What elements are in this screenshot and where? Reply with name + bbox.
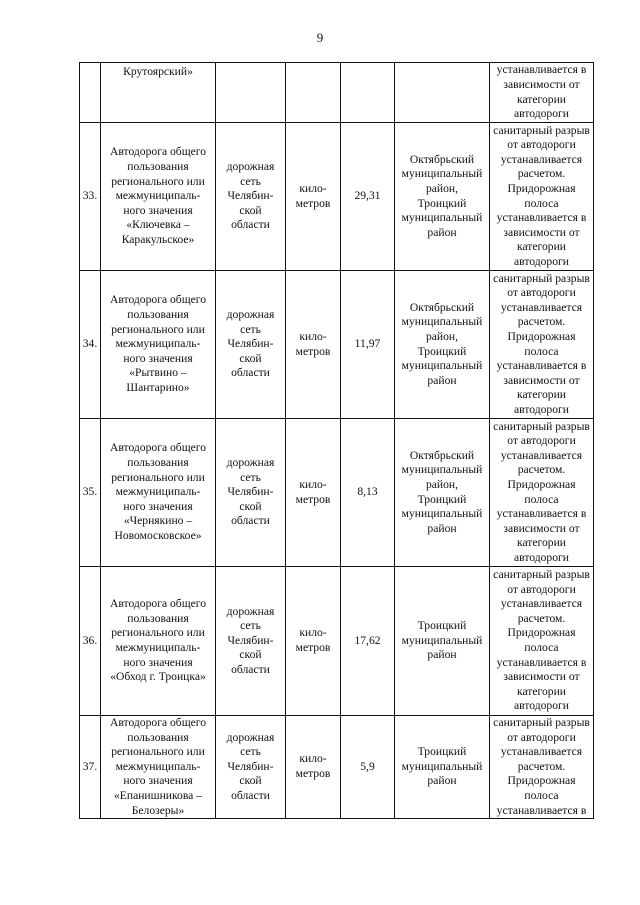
length-cell [341,123,395,271]
network-cell [216,419,286,567]
table-row [80,123,594,271]
district: Октябрьский муниципальный район, Троицкий муниципальный район [401,152,483,239]
road-name-cell [101,63,216,123]
unit-cell [286,567,341,716]
table-row [80,271,594,419]
table-row [80,419,594,567]
unit-cell [286,419,341,567]
zone-text: санитарный разрыв от автодороги устанавливается расчетом. Придорожная полоса устанавливается в зависимости от категории автодороги [493,419,590,564]
row-number: 36. [82,633,98,647]
unit: кило- метров [295,329,331,358]
unit: кило- метров [295,626,331,654]
length: 8,13 [357,485,378,499]
road-name: Автодорога общего пользования регионального или межмуниципаль- ного значения «Рытвино – Шантарино» [109,293,207,394]
unit: кило- метров [295,181,331,210]
district-cell [395,123,490,271]
zone-cell [490,123,594,271]
road-name-cell [101,419,216,567]
zone-text: санитарный разрыв от автодороги устанавливается расчетом. Придорожная полоса устанавливается в зависимости от категории автодороги [493,271,590,416]
row-number: 35. [82,485,98,499]
zone-text: санитарный разрыв от автодороги устанавливается расчетом. Придорожная полоса устанавливается в зависимости от категории автодороги [493,568,590,713]
row-number-cell [80,716,101,819]
length: 17,62 [354,633,381,647]
row-number: 37. [82,759,98,773]
unit-cell [286,63,341,123]
network: дорожная сеть Челябин- ской области [226,456,275,528]
table-row [80,567,594,716]
zone-text: санитарный разрыв от автодороги устанавливается расчетом. Придорожная полоса устанавливается в [493,716,590,817]
road-name: Автодорога общего пользования регионального или межмуниципаль- ного значения «Чернякино – Новомосковское» [109,441,207,542]
network: дорожная сеть Челябин- ской области [226,160,275,232]
table-row [80,716,594,819]
district: Троицкий муниципальный район [401,619,483,662]
zone-text: санитарный разрыв от автодороги устанавливается расчетом. Придорожная полоса устанавливается в зависимости от категории автодороги [493,123,590,268]
unit-cell [286,271,341,419]
road-registry-table [79,62,594,819]
length: 29,31 [354,189,381,203]
network-cell [216,123,286,271]
road-name-cell [101,567,216,716]
network: дорожная сеть Челябин- ской области [226,308,275,380]
zone-cell [490,716,594,819]
zone-cell [490,63,594,123]
network-cell [216,271,286,419]
network-cell [216,63,286,123]
network: дорожная сеть Челябин- ской области [226,730,275,802]
zone-cell [490,419,594,567]
district: Октябрьский муниципальный район, Троицкий муниципальный район [401,300,483,387]
row-number: 33. [82,189,98,203]
row-number: 34. [82,337,98,351]
row-number-cell [80,63,101,123]
district-cell [395,716,490,819]
network: дорожная сеть Челябин- ской области [226,604,275,676]
unit-cell [286,716,341,819]
road-name-cell [101,271,216,419]
road-name: Автодорога общего пользования регионального или межмуниципаль- ного значения «Ключевка – Каракульское» [109,145,207,246]
zone-cell [490,271,594,419]
zone-cell [490,567,594,716]
length-cell [341,567,395,716]
district: Троицкий муниципальный район [401,745,483,788]
length-cell [341,419,395,567]
network-cell [216,567,286,716]
district-cell [395,567,490,716]
length-cell [341,716,395,819]
unit: кило- метров [295,477,331,506]
district: Октябрьский муниципальный район, Троицкий муниципальный район [401,448,483,535]
district-cell [395,63,490,123]
row-number-cell [80,123,101,271]
row-number-cell [80,271,101,419]
road-name: Автодорога общего пользования регионального или межмуниципаль- ного значения «Обход г. Троицка» [109,597,207,684]
district-cell [395,271,490,419]
page-number: 9 [316,30,324,45]
zone-text: устанавливается в зависимости от категории автодороги [496,63,587,121]
row-number-cell [80,567,101,716]
table-row-continuation [80,63,594,123]
length-cell [341,63,395,123]
unit: кило- метров [295,752,331,781]
row-number-cell [80,419,101,567]
length: 11,97 [354,337,381,351]
district-cell [395,419,490,567]
road-name: Крутоярский» [123,65,193,78]
unit-cell [286,123,341,271]
road-name-cell [101,123,216,271]
road-name: Автодорога общего пользования регионального или межмуниципаль- ного значения «Епанишникова – Белозеры» [109,716,207,817]
road-name-cell [101,716,216,819]
length-cell [341,271,395,419]
length: 5,9 [360,759,375,773]
network-cell [216,716,286,819]
